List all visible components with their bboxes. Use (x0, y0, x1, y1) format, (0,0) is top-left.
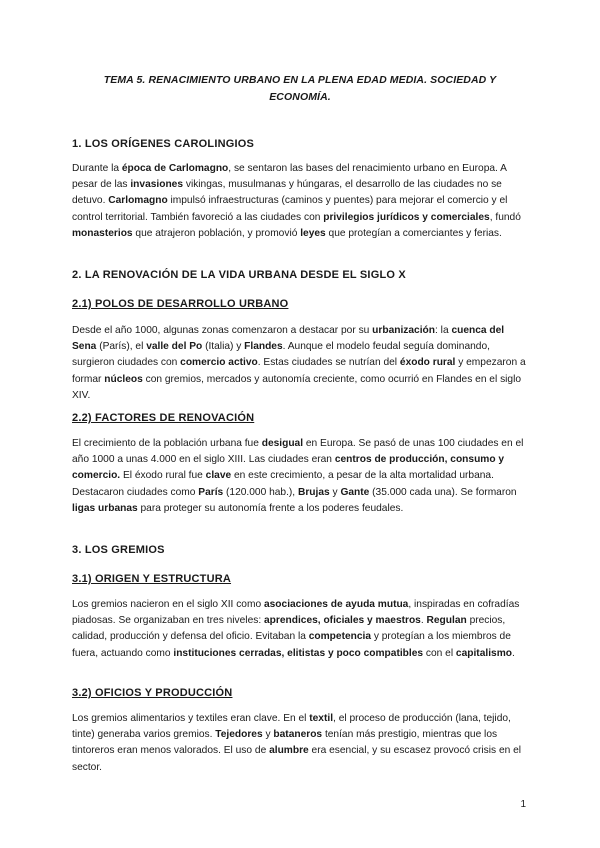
section-2-1-heading: 2.1) POLOS DE DESARROLLO URBANO (72, 298, 289, 310)
section-3-1-heading: 3.1) ORIGEN Y ESTRUCTURA (72, 573, 232, 585)
section-1-paragraph: Durante la época de Carlomagno, se sentaron las bases del renacimiento urbano en Europa. A pesar de las invasiones vikingas, musulmanas y húngaras, el desarrollo de las ciudades no se detuvo. Carlomagno impulsó infraestructuras (caminos y puentes) para mejorar el comercio y el control territorial. También favoreció a las ciudades con privilegios jurídicos y comerciales, fundó monasterios que atrajeron población, y promovió leyes que protegían a comerciantes y ferias. (72, 163, 521, 239)
section-3-2-heading: 3.2) OFICIOS Y PRODUCCIÓN (72, 687, 233, 699)
page-number: 1 (520, 799, 526, 810)
section-1-heading: 1. LOS ORÍGENES CAROLINGIOS (72, 138, 255, 150)
section-3-1-paragraph: Los gremios nacieron en el siglo XII como asociaciones de ayuda mutua, inspiradas en cofradías piadosas. Se organizaban en tres niveles: aprendices, oficiales y maestros. Regulan precios, calidad, producción y defensa del oficio. Evitaban la competencia y protegían a los miembros de fuera, actuando como instituciones cerradas, elitistas y poco compatibles con el capitalismo. (72, 599, 520, 659)
section-3-heading: 3. LOS GREMIOS (72, 544, 165, 556)
section-2-1-paragraph: Desde el año 1000, algunas zonas comenzaron a destacar por su urbanización: la cuenca del Sena (París), el valle del Po (Italia) y Flandes. Aunque el modelo feudal seguía dominando, surgieron ciudades con comercio activo. Estas ciudades se nutrían del éxodo rural y empezaron a formar núcleos con gremios, mercados y autonomía creciente, como ocurrió en Flandes en el siglo XIV. (72, 325, 526, 401)
section-3-2-paragraph: Los gremios alimentarios y textiles eran clave. En el textil, el proceso de producción (lana, tejido, tinte) generaba varios gremios. Tejedores y bataneros tenían más prestigio, mientras que los tintoreros eran menos valorados. El uso de alumbre era esencial, y su escasez provocó crisis en el sector. (72, 713, 522, 773)
document-title: TEMA 5. RENACIMIENTO URBANO EN LA PLENA EDAD MEDIA. SOCIEDAD Y ECONOMÍA. (103, 74, 497, 103)
section-2-2-paragraph: El crecimiento de la población urbana fue desigual en Europa. Se pasó de unas 100 ciudades en el año 1000 a unas 4.000 en el siglo XIII. Las ciudades eran centros de producción, consumo y comercio. El éxodo rural fue clave en este crecimiento, a pesar de la alta mortalidad urbana. Destacaron ciudades como París (120.000 hab.), Brujas y Gante (35.000 cada una). Se formaron ligas urbanas para proteger su autonomía frente a los poderes feudales. (72, 438, 524, 514)
section-2-heading: 2. LA RENOVACIÓN DE LA VIDA URBANA DESDE EL SIGLO X (72, 269, 406, 281)
section-2-2-heading: 2.2) FACTORES DE RENOVACIÓN (72, 412, 255, 424)
